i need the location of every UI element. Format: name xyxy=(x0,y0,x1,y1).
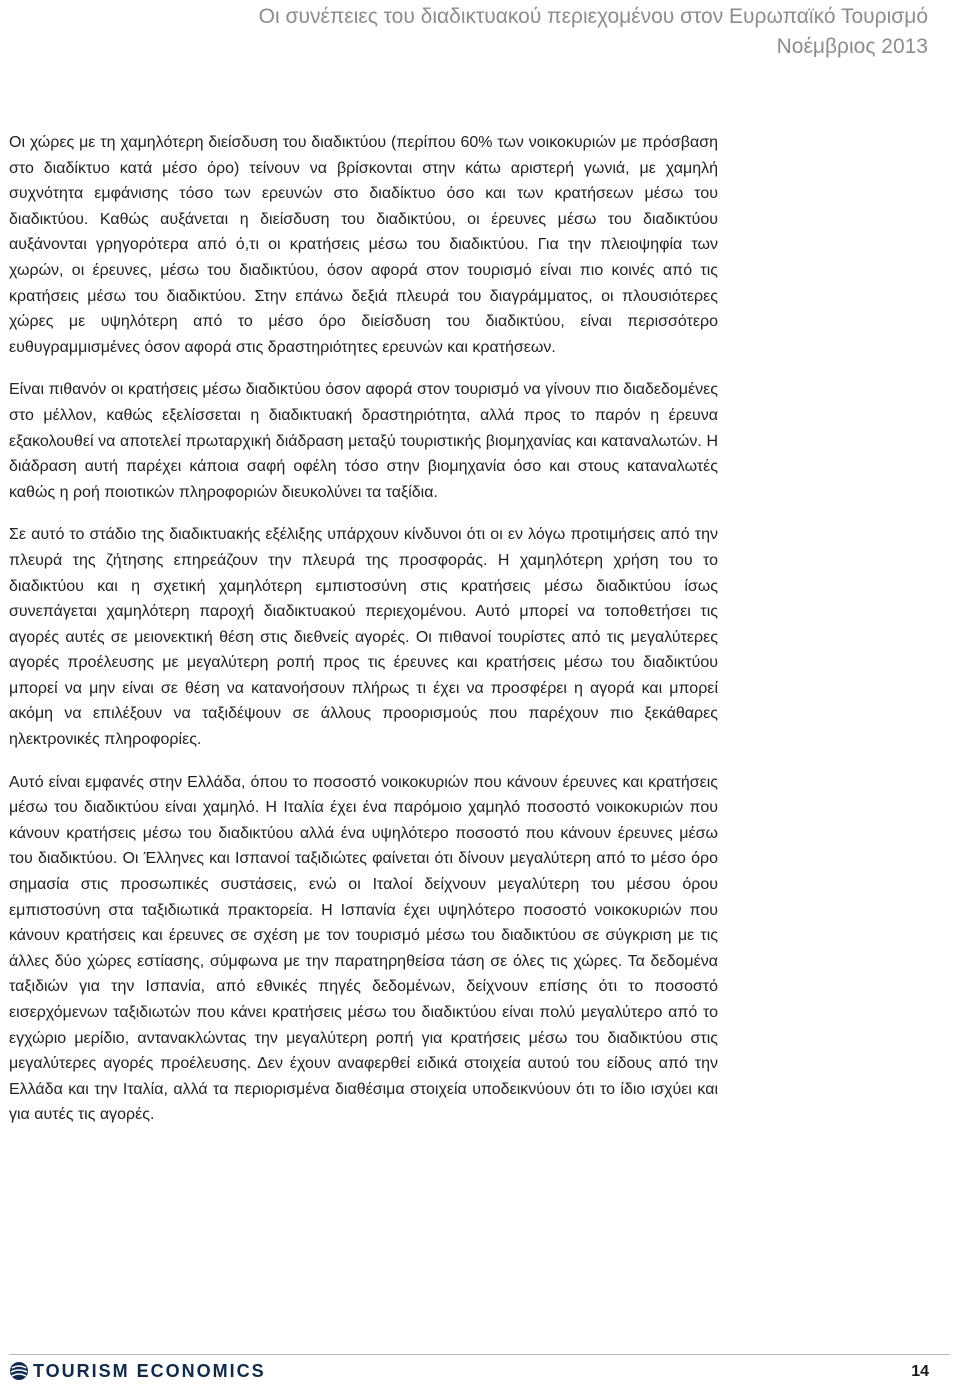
paragraph: Οι χώρες με τη χαμηλότερη διείσδυση του διαδικτύου (περίπου 60% των νοικοκυριών με πρόσβαση στο διαδίκτυο κατά μέσο όρο) τείνουν να βρίσκονται στην κάτω αριστερή γωνιά, με χαμηλή συχνότητα εμφάνισης τόσο των ερευνών στο διαδίκτυο όσο και των κρατήσεων μέσω του διαδικτύου. Καθώς αυξάνεται η διείσδυση του διαδικτύου, οι έρευνες μέσω του διαδικτύου αυξάνονται γρηγορότερα από ό,τι οι κρατήσεις μέσω του διαδικτύου. Για την πλειοψηφία των χωρών, οι έρευνες, μέσω του διαδικτύου, όσον αφορά στον τουρισμό είναι πιο κοινές από τις κρατήσεις μέσω του διαδικτύου. Στην επάνω δεξιά πλευρά του διαγράμματος, οι πλουσιότερες χώρες με υψηλότερη από το μέσο όρο διείσδυση του διαδικτύου, είναι περισσότερο ευθυγραμμισμένες όσον αφορά στις δραστηριότητες ερευνών και κρατήσεων. xyxy=(9,134,718,356)
document-title: Οι συνέπειες του διαδικτυακού περιεχομένου στον Ευρωπαϊκό Τουρισμό xyxy=(258,5,928,28)
paragraph: Είναι πιθανόν οι κρατήσεις μέσω διαδικτύου όσον αφορά στον τουρισμό να γίνουν πιο διαδεδομένες στο μέλλον, καθώς εξελίσσεται η διαδικτυακή δραστηριότητα, αλλά προς το παρόν η έρευνα εξακολουθεί να αποτελεί πρωταρχική διάδραση μεταξύ τουριστικής βιομηχανίας και καταναλωτών. Η διάδραση αυτή παρέχει κάποια σαφή οφέλη τόσο στην βιομηχανία όσο και στους καταναλωτές καθώς η ροή ποιοτικών πληροφοριών διευκολύνει τα ταξίδια. xyxy=(9,381,718,501)
paragraph: Σε αυτό το στάδιο της διαδικτυακής εξέλιξης υπάρχουν κίνδυνοι ότι οι εν λόγω προτιμήσεις από την πλευρά της ζήτησης επηρεάζουν την πλευρά της προσφοράς. Η χαμηλότερη χρήση του το διαδικτύου και η σχετική χαμηλότερη εμπιστοσύνη στις κρατήσεις μέσω διαδικτύου ίσως συνεπάγεται χαμηλότερη παροχή διαδικτυακού περιεχομένου. Αυτό μπορεί να τοποθετήσει τις αγορές αυτές σε μειονεκτική θέση στις διεθνείς αγορές. Οι πιθανοί τουρίστες από τις μεγαλύτερες αγορές προέλευσης με μεγαλύτερη ροπή προς τις έρευνες και κρατήσεις μέσω του διαδικτύου μπορεί να μην είναι σε θέση να κατανοήσουν πλήρως τι έχει να προσφέρει η αγορά και μπορεί ακόμη να επιλέξουν να ταξιδέψουν σε άλλους προορισμούς που παρέχουν πιο ξεκάθαρες ηλεκτρονικές πληροφορίες. xyxy=(9,526,718,749)
globe-logo-icon xyxy=(9,1361,29,1381)
paragraph: Αυτό είναι εμφανές στην Ελλάδα, όπου το ποσοστό νοικοκυριών που κάνουν έρευνες και κρατήσεις μέσω του διαδικτύου είναι χαμηλό. Η Ιταλία έχει ένα παρόμοιο χαμηλό ποσοστό νοικοκυριών που κάνουν κρατήσεις μέσω του διαδικτύου αλλά ένα υψηλότερο ποσοστό που κάνουν έρευνες μέσω του διαδικτύου. Οι Έλληνες και Ισπανοί ταξιδιώτες φαίνεται ότι δίνουν μεγαλύτερη από το μέσο όρο σημασία στις προσωπικές συστάσεις, ενώ οι Ιταλοί δείχνουν μεγαλύτερη του μέσου όρου εμπιστοσύνη στα ταξιδιωτικά πρακτορεία. Η Ισπανία έχει υψηλότερο ποσοστό νοικοκυριών που κάνουν κρατήσεις και έρευνες σε σχέση με τον τουρισμό μέσω του διαδικτύου σε σύγκριση με τις άλλες δύο χώρες εστίασης, σύμφωνα με την παρατηρηθείσα τάση σε όλες τις χώρες. Τα δεδομένα ταξιδιών για την Ισπανία, από εθνικές πηγές δεδομένων, δείχνουν επίσης ότι το ποσοστό εισερχόμενων ταξιδιωτών που κάνει κρατήσεις μέσω του διαδικτύου είναι πολύ μεγαλύτερο από το εγχώριο μερίδιο, αντανακλώντας την μεγαλύτερη ροπή για κρατήσεις μέσω του διαδικτύου στις μεγαλύτερες αγορές προέλευσης. Δεν έχουν αναφερθεί ειδικά στοιχεία αυτού του είδους από την Ελλάδα και την Ιταλία, αλλά τα περιορισμένα διαθέσιμα στοιχεία υποδεικνύουν ότι το ίδιο ισχύει και για αυτές τις αγορές. xyxy=(9,773,718,1124)
page-footer xyxy=(0,1354,960,1385)
page-number: 14 xyxy=(911,1363,929,1380)
body-text xyxy=(9,130,718,1145)
footer-divider xyxy=(9,1354,950,1355)
page-header xyxy=(32,0,928,60)
document-date: Νοέμβριος 2013 xyxy=(776,35,928,58)
tourism-economics-logo xyxy=(9,1360,266,1382)
logo-text: TOURISM ECONOMICS xyxy=(33,1361,266,1381)
